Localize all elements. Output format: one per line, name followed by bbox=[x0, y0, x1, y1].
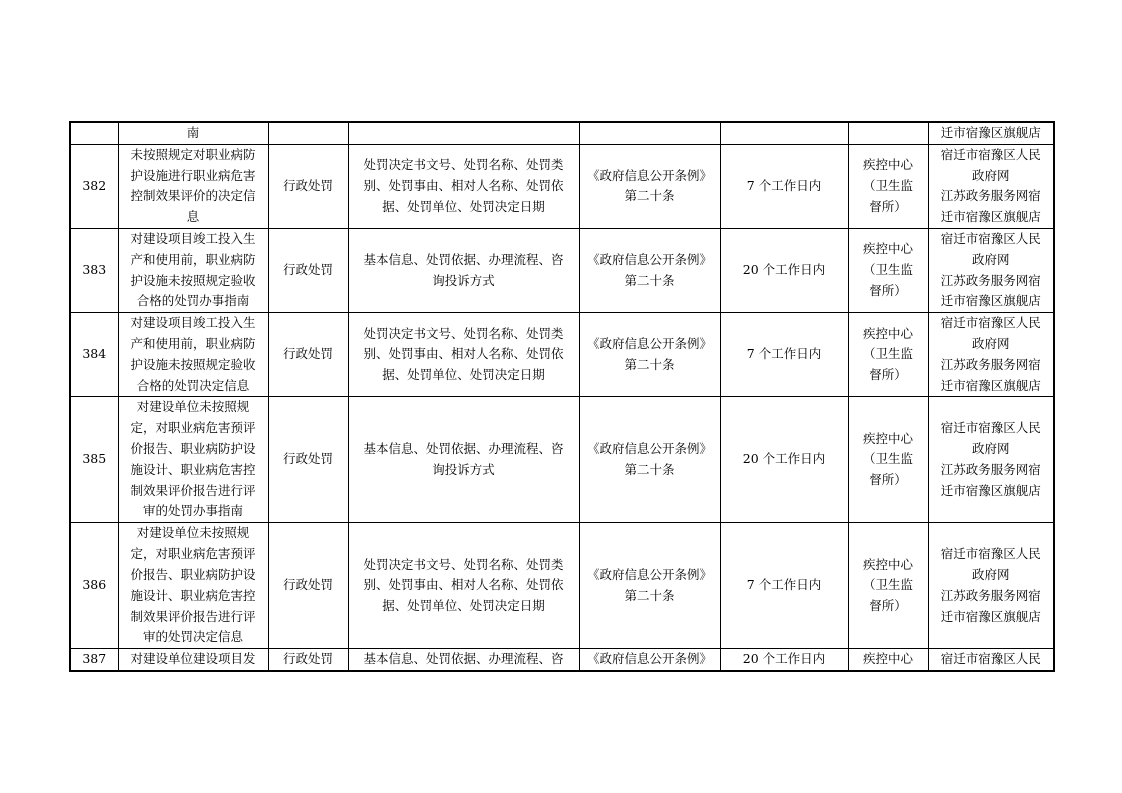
item-name: 对建设单位未按照规 定，对职业病危害预评 价报告、职业病防护设 施设计、职业病危害控 制效果评价报告进行评 审的处罚决定信息 bbox=[118, 523, 268, 649]
deadline: 7 个工作日内 bbox=[720, 313, 848, 397]
legal-basis: 《政府信息公开条例》 第二十条 bbox=[579, 523, 720, 649]
responsible-subject: 疾控中心 （卫生监 督所） bbox=[848, 144, 928, 228]
responsible-subject bbox=[848, 122, 928, 144]
table-row bbox=[70, 122, 1054, 144]
item-name: 对建设单位建设项目发 bbox=[118, 649, 268, 671]
legal-basis: 《政府信息公开条例》 第二十条 bbox=[579, 397, 720, 523]
disclosure-channel: 宿迁市宿豫区人民 政府网 江苏政务服务网宿 迁市宿豫区旗舰店 bbox=[928, 397, 1054, 523]
item-name: 对建设单位未按照规 定，对职业病危害预评 价报告、职业病防护设 施设计、职业病危害控 制效果评价报告进行评 审的处罚办事指南 bbox=[118, 397, 268, 523]
category: 行政处罚 bbox=[268, 313, 348, 397]
table-row bbox=[70, 313, 1054, 397]
row-number: 383 bbox=[70, 228, 118, 312]
row-number: 386 bbox=[70, 523, 118, 649]
row-number: 387 bbox=[70, 649, 118, 671]
disclosure-channel: 宿迁市宿豫区人民 政府网 江苏政务服务网宿 迁市宿豫区旗舰店 bbox=[928, 313, 1054, 397]
deadline: 20 个工作日内 bbox=[720, 228, 848, 312]
deadline: 7 个工作日内 bbox=[720, 523, 848, 649]
legal-basis: 《政府信息公开条例》 第二十条 bbox=[579, 228, 720, 312]
disclosure-table bbox=[69, 121, 1055, 672]
category: 行政处罚 bbox=[268, 144, 348, 228]
item-name: 对建设项目竣工投入生 产和使用前，职业病防 护设施未按照规定验收 合格的处罚办事指南 bbox=[118, 228, 268, 312]
row-number: 385 bbox=[70, 397, 118, 523]
responsible-subject: 疾控中心 （卫生监 督所） bbox=[848, 313, 928, 397]
disclosure-content: 基本信息、处罚依据、办理流程、咨 询投诉方式 bbox=[348, 228, 579, 312]
disclosure-content: 处罚决定书文号、处罚名称、处罚类 别、处罚事由、相对人名称、处罚依 据、处罚单位、处罚决定日期 bbox=[348, 313, 579, 397]
disclosure-content: 基本信息、处罚依据、办理流程、咨 bbox=[348, 649, 579, 671]
table-row bbox=[70, 397, 1054, 523]
legal-basis bbox=[579, 122, 720, 144]
deadline: 7 个工作日内 bbox=[720, 144, 848, 228]
table-row bbox=[70, 228, 1054, 312]
responsible-subject: 疾控中心 （卫生监 督所） bbox=[848, 228, 928, 312]
disclosure-channel: 迁市宿豫区旗舰店 bbox=[928, 122, 1054, 144]
table-row bbox=[70, 144, 1054, 228]
category: 行政处罚 bbox=[268, 397, 348, 523]
legal-basis: 《政府信息公开条例》 第二十条 bbox=[579, 313, 720, 397]
table-row bbox=[70, 523, 1054, 649]
disclosure-content bbox=[348, 122, 579, 144]
legal-basis: 《政府信息公开条例》 bbox=[579, 649, 720, 671]
disclosure-channel: 宿迁市宿豫区人民 政府网 江苏政务服务网宿 迁市宿豫区旗舰店 bbox=[928, 523, 1054, 649]
responsible-subject: 疾控中心 bbox=[848, 649, 928, 671]
category bbox=[268, 122, 348, 144]
disclosure-content: 基本信息、处罚依据、办理流程、咨 询投诉方式 bbox=[348, 397, 579, 523]
disclosure-channel: 宿迁市宿豫区人民 政府网 江苏政务服务网宿 迁市宿豫区旗舰店 bbox=[928, 144, 1054, 228]
category: 行政处罚 bbox=[268, 523, 348, 649]
item-name: 对建设项目竣工投入生 产和使用前，职业病防 护设施未按照规定验收 合格的处罚决定信息 bbox=[118, 313, 268, 397]
deadline: 20 个工作日内 bbox=[720, 649, 848, 671]
row-number bbox=[70, 122, 118, 144]
responsible-subject: 疾控中心 （卫生监 督所） bbox=[848, 397, 928, 523]
row-number: 384 bbox=[70, 313, 118, 397]
item-name: 南 bbox=[118, 122, 268, 144]
disclosure-channel: 宿迁市宿豫区人民 bbox=[928, 649, 1054, 671]
responsible-subject: 疾控中心 （卫生监 督所） bbox=[848, 523, 928, 649]
disclosure-channel: 宿迁市宿豫区人民 政府网 江苏政务服务网宿 迁市宿豫区旗舰店 bbox=[928, 228, 1054, 312]
category: 行政处罚 bbox=[268, 228, 348, 312]
disclosure-content: 处罚决定书文号、处罚名称、处罚类 别、处罚事由、相对人名称、处罚依 据、处罚单位、处罚决定日期 bbox=[348, 144, 579, 228]
table-row bbox=[70, 649, 1054, 671]
row-number: 382 bbox=[70, 144, 118, 228]
deadline bbox=[720, 122, 848, 144]
disclosure-content: 处罚决定书文号、处罚名称、处罚类 别、处罚事由、相对人名称、处罚依 据、处罚单位、处罚决定日期 bbox=[348, 523, 579, 649]
deadline: 20 个工作日内 bbox=[720, 397, 848, 523]
item-name: 未按照规定对职业病防 护设施进行职业病危害 控制效果评价的决定信 息 bbox=[118, 144, 268, 228]
legal-basis: 《政府信息公开条例》 第二十条 bbox=[579, 144, 720, 228]
category: 行政处罚 bbox=[268, 649, 348, 671]
